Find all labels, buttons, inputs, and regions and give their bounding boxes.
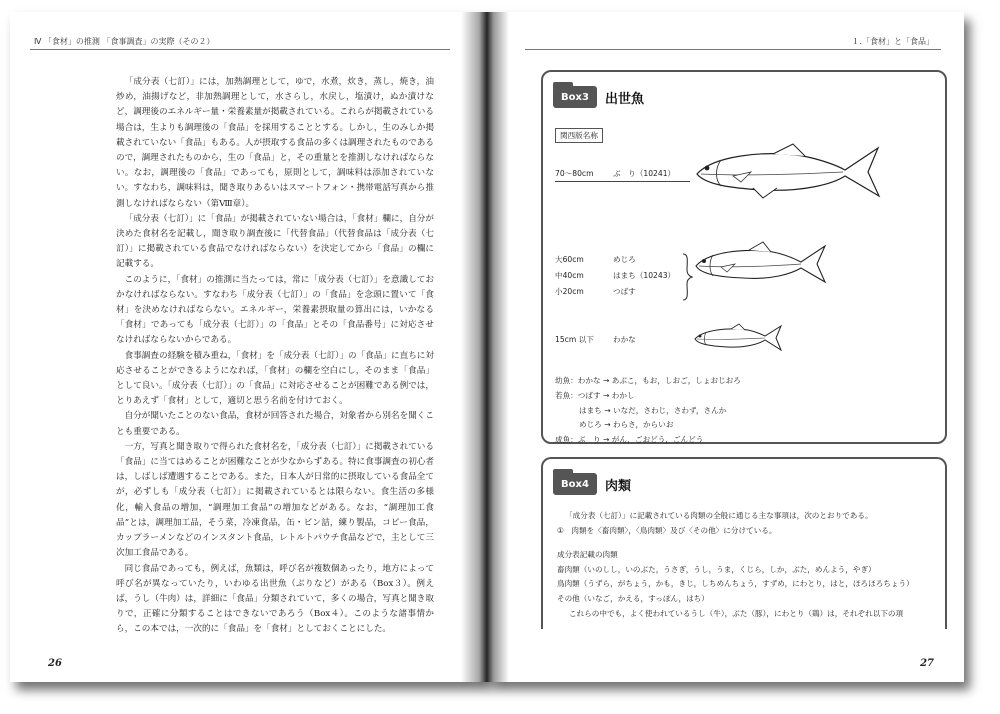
stage2-name-hamachi: はまち（10243）	[613, 271, 676, 280]
box4-body	[557, 509, 937, 621]
box4-line-heading: 成分表記載の肉類	[557, 550, 618, 560]
stage3-name: わかな	[613, 335, 636, 344]
left-page	[10, 12, 487, 682]
box3-panel	[541, 70, 947, 444]
stage2-name-mejiro: めじろ	[613, 255, 636, 264]
stage3-size: 15cm 以下	[555, 335, 594, 344]
stage2-size-small: 小20cm	[555, 287, 584, 296]
box3-notes	[555, 374, 741, 448]
box3-title: 出世魚	[605, 91, 645, 107]
box4-line-poultry: 鳥肉類（うずら，がちょう，かも，きじ，しちめんちょう，すずめ，にわとり，はと，ほろほろちょう）	[557, 579, 914, 589]
page-number-left: 26	[48, 658, 62, 669]
brace-icon	[681, 252, 693, 302]
note-hamachi: はまち → いなだ，さわじ，さわず，さんか	[579, 405, 727, 415]
header-rule-right	[525, 49, 941, 50]
running-head-left: Ⅳ 「食材」の推測 「食事調査」の実際（その２）	[34, 37, 215, 46]
box4-line-other: その他（いなご，かえる，すっぽん，はち）	[557, 593, 709, 603]
region-label: 関西版名称	[555, 128, 603, 143]
gutter-shadow-right	[487, 12, 509, 682]
header-rule-left	[30, 49, 450, 50]
box4-line-continued: これらの中でも，よく使われているうし（牛），ぶた（豚），にわとり（鶏）は，それぞれ以下の項	[569, 608, 904, 618]
paragraph-7: 同じ食品であっても，例えば，魚類は，呼び名が複数個あったり，地方によって呼び名が異なっていたり，いわゆる出世魚（ぶりなど）がある（Box３）。例えば，うし（牛肉）は，詳細に「食品」分類されていて，多くの場合，写真と聞き取りで，正確に分類することはできないであろう（Box４）。このような諸事情から，この本では，一次的に「食品」を「食材」としておくことにした。	[116, 563, 434, 635]
paragraph-3: このように，「食材」の推測に当たっては，常に「成分表（七訂）」を意識しておかなければならない。すなわち「成分表（七訂）」の「食品」を念頭に置いて「食材」を決めなければならない。エネルギー，栄養素摂取量の算出には，いかなる「食材」であっても「成分表（七訂）」の「食品」とその「食品番号」に対応させなければならないからである。	[116, 274, 434, 346]
hamachi-fish-illustration	[693, 240, 828, 288]
box4-line-livestock: 畜肉類（いのしし，いのぶた，うさぎ，うし，うま，くじら，しか，ぶた，めんよう，やぎ）	[557, 564, 876, 574]
stage1-name: ぶ り（10241）	[613, 169, 676, 178]
note-mejiro: めじろ → わらさ，からいお	[579, 420, 674, 430]
paragraph-2: 「成分表（七訂）」に「食品」が掲載されていない場合は，「食材」欄に，自分が決めた食材名を記載し，聞き取り調査後に「代替食品」（代替食品は「成分表（七訂）」に掲載されている食品でなければならない）を決定してから「食品」の欄に記載する。	[116, 213, 434, 270]
gutter-shadow-left	[461, 12, 487, 682]
buri-fish-illustration	[693, 142, 883, 202]
paragraph-6: 一方，写真と聞き取りで得られた食材名を，「成分表（七訂）」に掲載されている「食品」に当てはめることが困難なことが少なからずある。特に食事調査の初心者は，しばしば遭遇することである。また，日本人が日常的に摂取している食品全てが，必ずしも「成分表（七訂）」に掲載されているとは限らない。食生活の多様化，輸入食品の増加，“調理加工食品”の増加などがある。なお，“調理加工食品”とは，調理加工品，そう菜，冷凍食品，缶・ビン詰，練り製品，コピー食品，カップラーメンなどのインスタント食品，レトルトパウチ食品などで，主として三次加工食品である。	[116, 441, 434, 559]
note-juvenile: 若魚：つばす → わかし	[555, 390, 635, 400]
note-adult: 成魚：ぶ り → がん，ごおどう，ごんどう	[555, 435, 704, 445]
box4-header	[553, 471, 631, 497]
wakana-fish-illustration	[693, 322, 783, 354]
note-youngfish: 幼魚：わかな → あぶこ，もお，しおご，しょおじおろ	[555, 376, 741, 385]
right-page	[487, 12, 964, 682]
box4-line-item1: ① 肉類を〈畜肉類〉，〈鳥肉類〉及び〈その他〉に分けている。	[557, 525, 777, 535]
stage2-size-medium: 中40cm	[555, 271, 584, 280]
stage2-size-large: 大60cm	[555, 255, 584, 264]
paragraph-1: 「成分表（七訂）」には，加熱調理として，ゆで，水煮，炊き，蒸し，焼き，油炒め，油揚げなど，非加熱調理として，水さらし，水戻し，塩漬け，ぬか漬けなど，調理後のエネルギー量・栄養素量が掲載されている。これらが掲載されている場合は，生よりも調理後の「食品」を採用することとする。しかし，生のみしか掲載されていない「食品」もある。人が摂取する食品の多くは調理されたものであるので，調理されたものから，生の「食品」と，その重量とを推測しなければならない。なお，調理後の「食品」であっても，原則として，調味料は添加されていない。すなわち，調味料は，聞き取りあるいはスマートフォン・携帯電話写真から推測しなければならない（第Ⅷ章）。	[116, 77, 434, 209]
page-number-right: 27	[920, 658, 934, 669]
box4-title: 肉類	[605, 478, 632, 494]
stage1-size: 70～80cm	[555, 169, 594, 178]
paragraph-5: 自分が聞いたことのない食品，食材が回答された場合，対象者から別名を聞くことも重要である。	[116, 411, 434, 437]
box4-line-intro: 「成分表（七訂）」に記載されている肉類の全般に通じる主な事項は，次のとおりである。	[565, 511, 873, 520]
left-body-text	[116, 75, 434, 638]
paragraph-4: 食事調査の経験を積み重ね，「食材」を「成分表（七訂）」の「食品」に直ちに対応させることができるようになれば，「食材」の欄を空白にし，そのまま「食品」として良い。「成分表（七訂）」の「食品」に対応させることが困難である例では，とりあえず「食材」として，適切と思う名前を付けておく。	[116, 350, 434, 407]
stage1-underline	[555, 181, 690, 182]
box3-header	[553, 84, 644, 110]
box4-tab: Box4	[553, 473, 597, 495]
running-head-right: １.「食材」と「食品」	[851, 37, 934, 46]
box4-panel	[541, 457, 947, 629]
box3-tab: Box3	[553, 86, 597, 108]
stage2-name-tsubasu: つばす	[613, 287, 636, 296]
